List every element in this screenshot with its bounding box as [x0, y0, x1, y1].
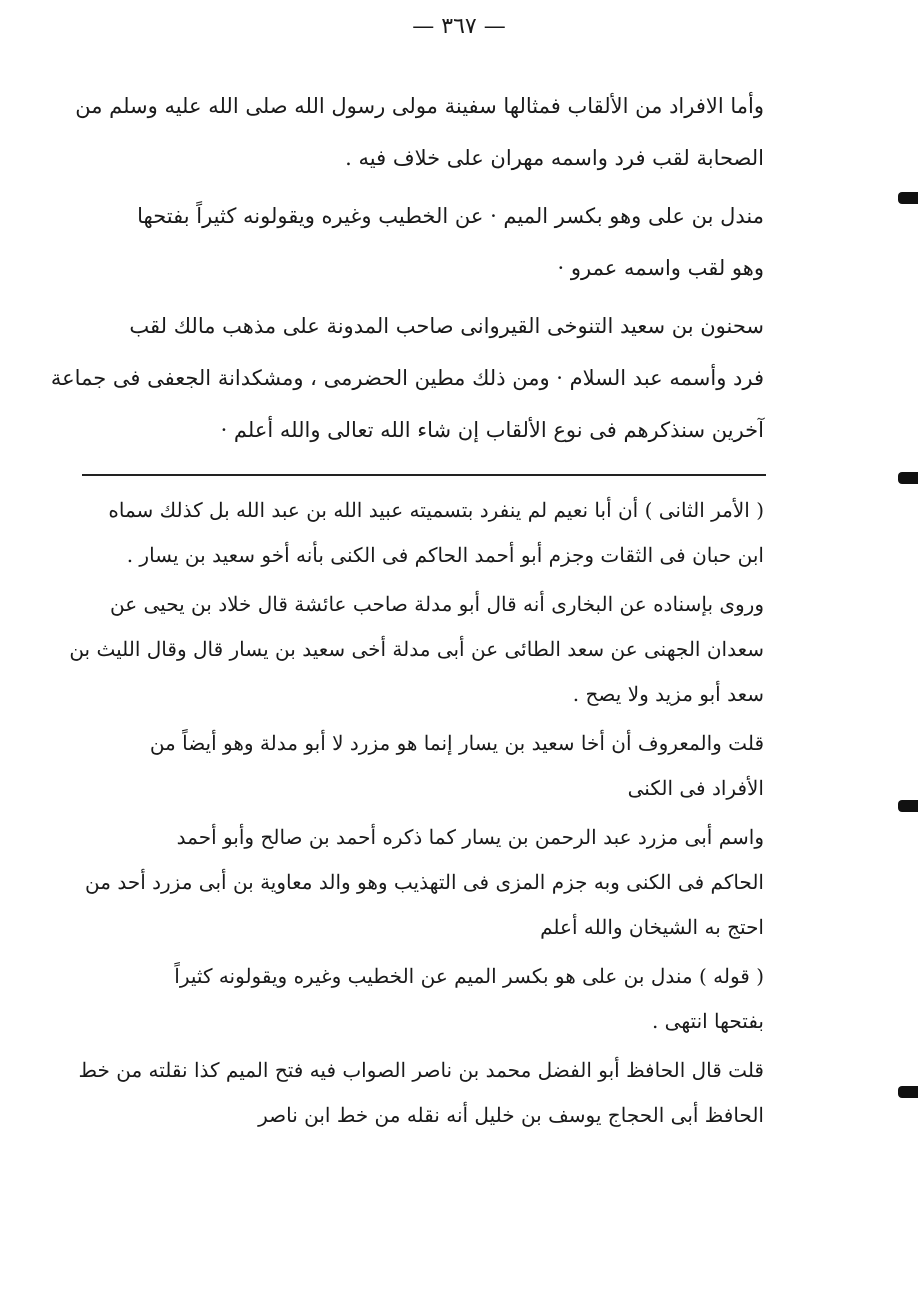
text-line: ( قوله ) مندل بن على هو بكسر الميم عن الخطيب وغيره ويقولونه كثيراً — [174, 964, 764, 988]
scan-edge-mark — [898, 800, 918, 812]
text-line: سعد أبو مزيد ولا يصح . — [572, 682, 764, 706]
scan-edge-mark — [898, 472, 918, 484]
footnote-divider — [82, 474, 766, 476]
text-line: ( الأمر الثانى ) أن أبا نعيم لم ينفرد بتسميته عبيد الله بن عبد الله بل كذلك سماه — [108, 498, 764, 522]
main-paragraph — [82, 190, 764, 294]
text-line: واسم أبى مزرد عبد الرحمن بن يسار كما ذكره أحمد بن صالح وأبو أحمد — [176, 825, 764, 849]
text-line: وهو لقب واسمه عمرو · — [557, 256, 764, 280]
main-paragraph — [75, 80, 764, 184]
scan-edge-mark — [898, 192, 918, 204]
text-line: وروى بإسناده عن البخارى أنه قال أبو مدلة صاحب عائشة قال خلاد بن يحيى عن — [110, 592, 764, 616]
text-line: سحنون بن سعيد التنوخى القيروانى صاحب المدونة على مذهب مالك لقب — [129, 314, 764, 338]
page-number: — ٣٦٧ — — [412, 14, 506, 39]
text-line: الأفراد فى الكنى — [627, 776, 764, 800]
main-text — [50, 80, 764, 462]
text-line: الحافظ أبى الحجاج يوسف بن خليل أنه نقله من خط ابن ناصر — [258, 1103, 764, 1127]
note-paragraph — [82, 954, 764, 1044]
note-paragraph — [82, 488, 764, 578]
note-paragraph — [82, 721, 764, 811]
text-line: الصحابة لقب فرد واسمه مهران على خلاف فيه . — [345, 146, 764, 170]
footnotes — [69, 488, 764, 1142]
text-line: قلت قال الحافظ أبو الفضل محمد بن ناصر الصواب فيه فتح الميم كذا نقلته من خط — [78, 1058, 764, 1082]
text-line: بفتحها انتهى . — [651, 1009, 764, 1033]
text-line: فرد وأسمه عبد السلام · ومن ذلك مطين الحضرمى ، ومشكدانة الجعفى فى جماعة — [50, 366, 764, 390]
text-line: مندل بن على وهو بكسر الميم · عن الخطيب وغيره ويقولونه كثيراً بفتحها — [137, 204, 764, 228]
text-line: الحاكم فى الكنى وبه جزم المزى فى التهذيب وهو والد معاوية بن أبى مزرد أحد من — [85, 870, 764, 894]
main-paragraph — [50, 300, 764, 456]
text-line: سعدان الجهنى عن سعد الطائى عن أبى مدلة أخى سعيد بن يسار قال وقال الليث بن — [69, 637, 764, 661]
text-line: قلت والمعروف أن أخا سعيد بن يسار إنما هو مزرد لا أبو مدلة وهو أيضاً من — [149, 731, 764, 755]
note-paragraph — [69, 582, 764, 717]
note-paragraph — [78, 1048, 764, 1138]
note-paragraph — [82, 815, 764, 950]
text-line: احتج به الشيخان والله أعلم — [540, 915, 764, 939]
text-line: وأما الافراد من الألقاب فمثالها سفينة مولى رسول الله صلى الله عليه وسلم من — [75, 94, 764, 118]
text-line: آخرين سنذكرهم فى نوع الألقاب إن شاء الله تعالى والله أعلم · — [220, 418, 764, 442]
scan-edge-mark — [898, 1086, 918, 1098]
text-line: ابن حبان فى الثقات وجزم أبو أحمد الحاكم فى الكنى بأنه أخو سعيد بن يسار . — [126, 543, 764, 567]
